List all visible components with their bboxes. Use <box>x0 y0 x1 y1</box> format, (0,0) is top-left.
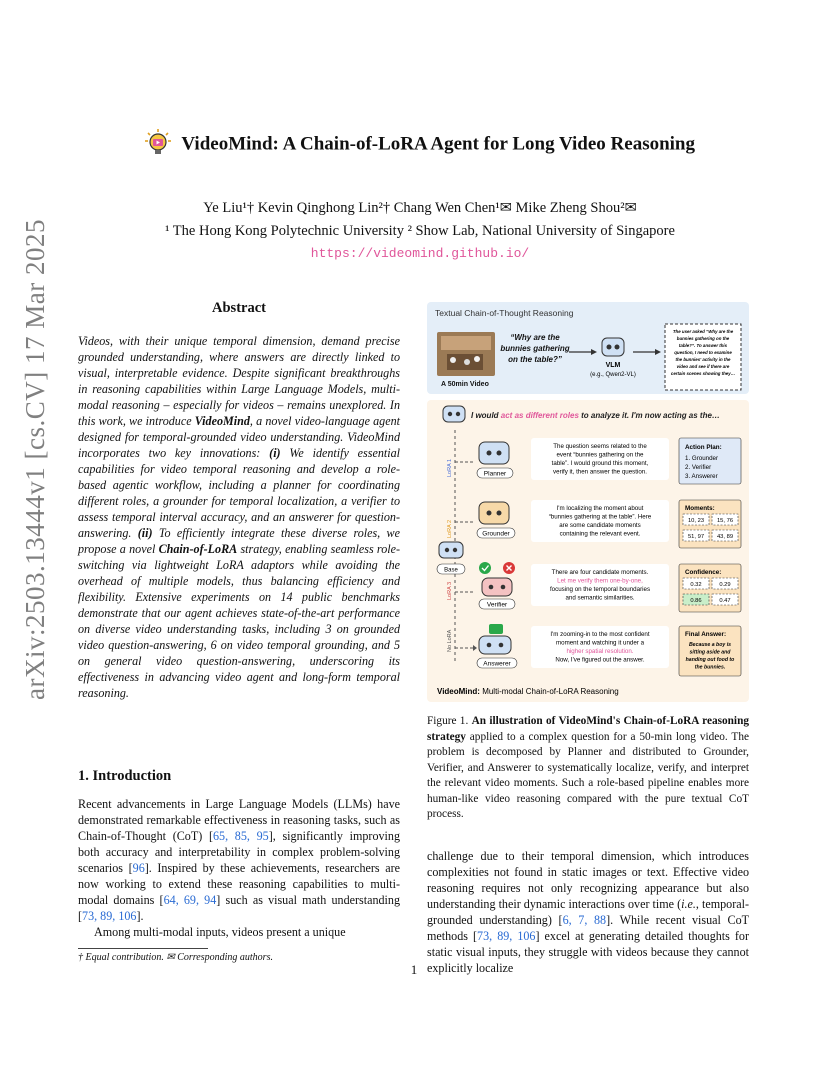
fig-verifier-label: Verifier <box>486 601 508 609</box>
fig-planner-text: The question seems related to the event “bunnies gathering on the table”. I would ground this moment, verify it, then answer the question. <box>551 443 649 476</box>
fig-moments-title: Moments: <box>685 505 715 512</box>
page-number: 1 <box>410 962 418 977</box>
fig-moment: 10, 23 <box>687 518 705 524</box>
paper-title <box>80 128 760 162</box>
fig-confidence: 0.47 <box>719 598 731 604</box>
fig-footer: VideoMind: Multi-modal Chain-of-LoRA Reasoning <box>437 687 619 696</box>
fig-cot-text: The user asked “Why are the bunnies gathering on the table?”. To answer this question, I need to examine the bunnies' activity in the video and see if there are certain scenes showing they… <box>670 329 736 376</box>
arxiv-stamp: arXiv:2503.13444v1 [cs.CV] 17 Mar 2025 <box>20 219 50 700</box>
fig-top-label: Textual Chain-of-Thought Reasoning <box>435 308 574 318</box>
fig-banner: I would act as different roles to analyze it. I'm now acting as the… <box>471 411 720 420</box>
fig-confidence: 0.29 <box>719 582 731 588</box>
project-url-link[interactable]: https://videomind.github.io/ <box>310 246 530 261</box>
citation-link[interactable]: 64, 69, 94 <box>163 893 217 907</box>
fig-action-item: 1. Grounder <box>685 455 719 462</box>
fig-base-label: Base <box>444 567 458 574</box>
citation-link[interactable]: 96 <box>132 861 145 875</box>
abstract-text: Videos, with their unique temporal dimension, demand precise grounded understanding, where answers are directly linked to visual, interpretable evidence. Despite significant breakthroughs in reasoning capabilities within Large Language Models, multi-modal reasoning – especially for videos – remains unexplored. In this work, we introduce VideoMind, a novel video-language agent designed for temporal-grounded video understanding. VideoMind incorporates two key innovations: (i) We identify essential capabilities for video temporal reasoning and develop a role-based agentic workflow, including a planner for coordinating different roles, a grounder for temporal localization, a verifier to assess temporal interval accuracy, and an answerer for question-answering. (ii) To efficiently integrate these diverse roles, we propose a novel Chain-of-LoRA strategy, enabling seamless role-switching via lightweight LoRA adaptors while avoiding the overhead of multiple models, thus balancing efficiency and flexibility. Extensive experiments on 14 public benchmarks demonstrate that our agent achieves state-of-the-art performance on diverse video understanding tasks, including 3 on grounded video question-answering, 6 on video temporal grounding, and 5 on general video question-answering, underscoring its effectiveness in advancing video agent and long-form temporal reasoning. <box>78 334 400 700</box>
bulb-logo-icon <box>145 128 171 162</box>
fig-moment: 51, 97 <box>687 534 705 540</box>
intro-text: Recent advancements in Large Language Models (LLMs) have demonstrated remarkable effectiveness in reasoning tasks, such as Chain-of-Thought (CoT) [65, 85, 95], significantly improving both accuracy and interpretability in complex problem-solving scenarios [96]. Inspired by these achievements, researchers are now working to extend these reasoning capabilities to multi-modal domains [64, 69, 94] such as visual math understanding [73, 89, 106]. Among multi-modal inputs, videos present a unique <box>78 797 401 939</box>
fig-planner-label: Planner <box>483 470 507 478</box>
lora-label-1: LoRA 1 <box>447 458 453 477</box>
lora-label-4: No LoRA <box>447 629 453 652</box>
fig-confidence: 0.86 <box>690 598 702 604</box>
fig-moment: 43, 89 <box>716 534 734 540</box>
lora-label-2: LoRA 2 <box>447 519 453 538</box>
fig-moment: 15, 76 <box>716 518 734 524</box>
fig-question: “Why are the bunnies gathering on the table?” <box>500 333 570 364</box>
fig-grounder-text: I'm localizing the moment about “bunnies gathering at the table”. Here are some candidate moments containing the relevant event. <box>548 505 652 538</box>
fig-verifier-text: There are four candidate moments. Let me verify them one-by-one, focusing on the temporal boundaries and semantic similarities. <box>549 569 651 602</box>
figure-1 <box>427 302 749 702</box>
right-body-text: challenge due to their temporal dimension, which introduces complexities not found in static images or text. Effective video reasoning requires not only recognizing appearance but also understanding their dynamic interactions over time (i.e., temporal-grounded understanding) [6, 7, 88]. While recent visual CoT methods [73, 89, 106] excel at generating detailed thoughts for static visual inputs, they struggle with videos because they cannot explicitly localize <box>427 849 750 975</box>
fig-vlm: VLM <box>605 362 621 369</box>
citation-link[interactable]: 73, 89, 106 <box>82 909 137 923</box>
affiliations: ¹ The Hong Kong Polytechnic University ² Show Lab, National University of Singapore <box>165 223 675 239</box>
fig-confidence: 0.32 <box>690 582 702 588</box>
fig-answerer-label: Answerer <box>483 660 511 668</box>
figure-caption: Figure 1. An illustration of VideoMind's Chain-of-LoRA reasoning strategy applied to a complex question for a 50-min long video. The problem is decomposed by Planner and distributed to Grounder, Verifier, and Answerer to systematically localize, verify, and interpret the relevant video moments. Such a role-based pipeline enables more human-like video reasoning compared with the pure textual CoT process. <box>427 715 750 820</box>
authors: Ye Liu¹† Kevin Qinghong Lin²† Chang Wen Chen¹✉ Mike Zheng Shou²✉ <box>203 200 637 216</box>
fig-action-item: 3. Answerer <box>685 473 718 480</box>
fig-grounder-label: Grounder <box>482 530 510 538</box>
lora-label-3: LoRA 3 <box>447 581 453 600</box>
fig-answerer-text: I'm zooming-in to the most confident moment and watching it under a higher spatial resolution. Now, I've figured out the answer. <box>550 631 650 664</box>
citation-link[interactable]: 6, 7, 88 <box>562 913 607 927</box>
footnote: † Equal contribution. ✉ Corresponding authors. <box>78 952 273 963</box>
section-heading: 1. Introduction <box>78 768 172 784</box>
fig-final-text: Because a boy is sitting aside and handing out food to the bunnies. <box>685 642 735 671</box>
fig-vlm-sub: (e.g., Qwen2-VL) <box>590 372 636 378</box>
fig-action-title: Action Plan: <box>685 444 722 451</box>
abstract-heading: Abstract <box>212 300 266 316</box>
paper-title-text: VideoMind: A Chain-of-LoRA Agent for Long Video Reasoning <box>181 133 695 155</box>
fig-final-title: Final Answer: <box>685 631 727 638</box>
footnote-rule <box>78 948 208 949</box>
fig-video-label: A 50min Video <box>441 381 489 388</box>
citation-link[interactable]: 65, 85, 95 <box>212 829 269 843</box>
citation-link[interactable]: 73, 89, 106 <box>477 929 536 943</box>
fig-action-item: 2. Verifier <box>685 464 712 471</box>
fig-conf-title: Confidence: <box>685 569 722 576</box>
